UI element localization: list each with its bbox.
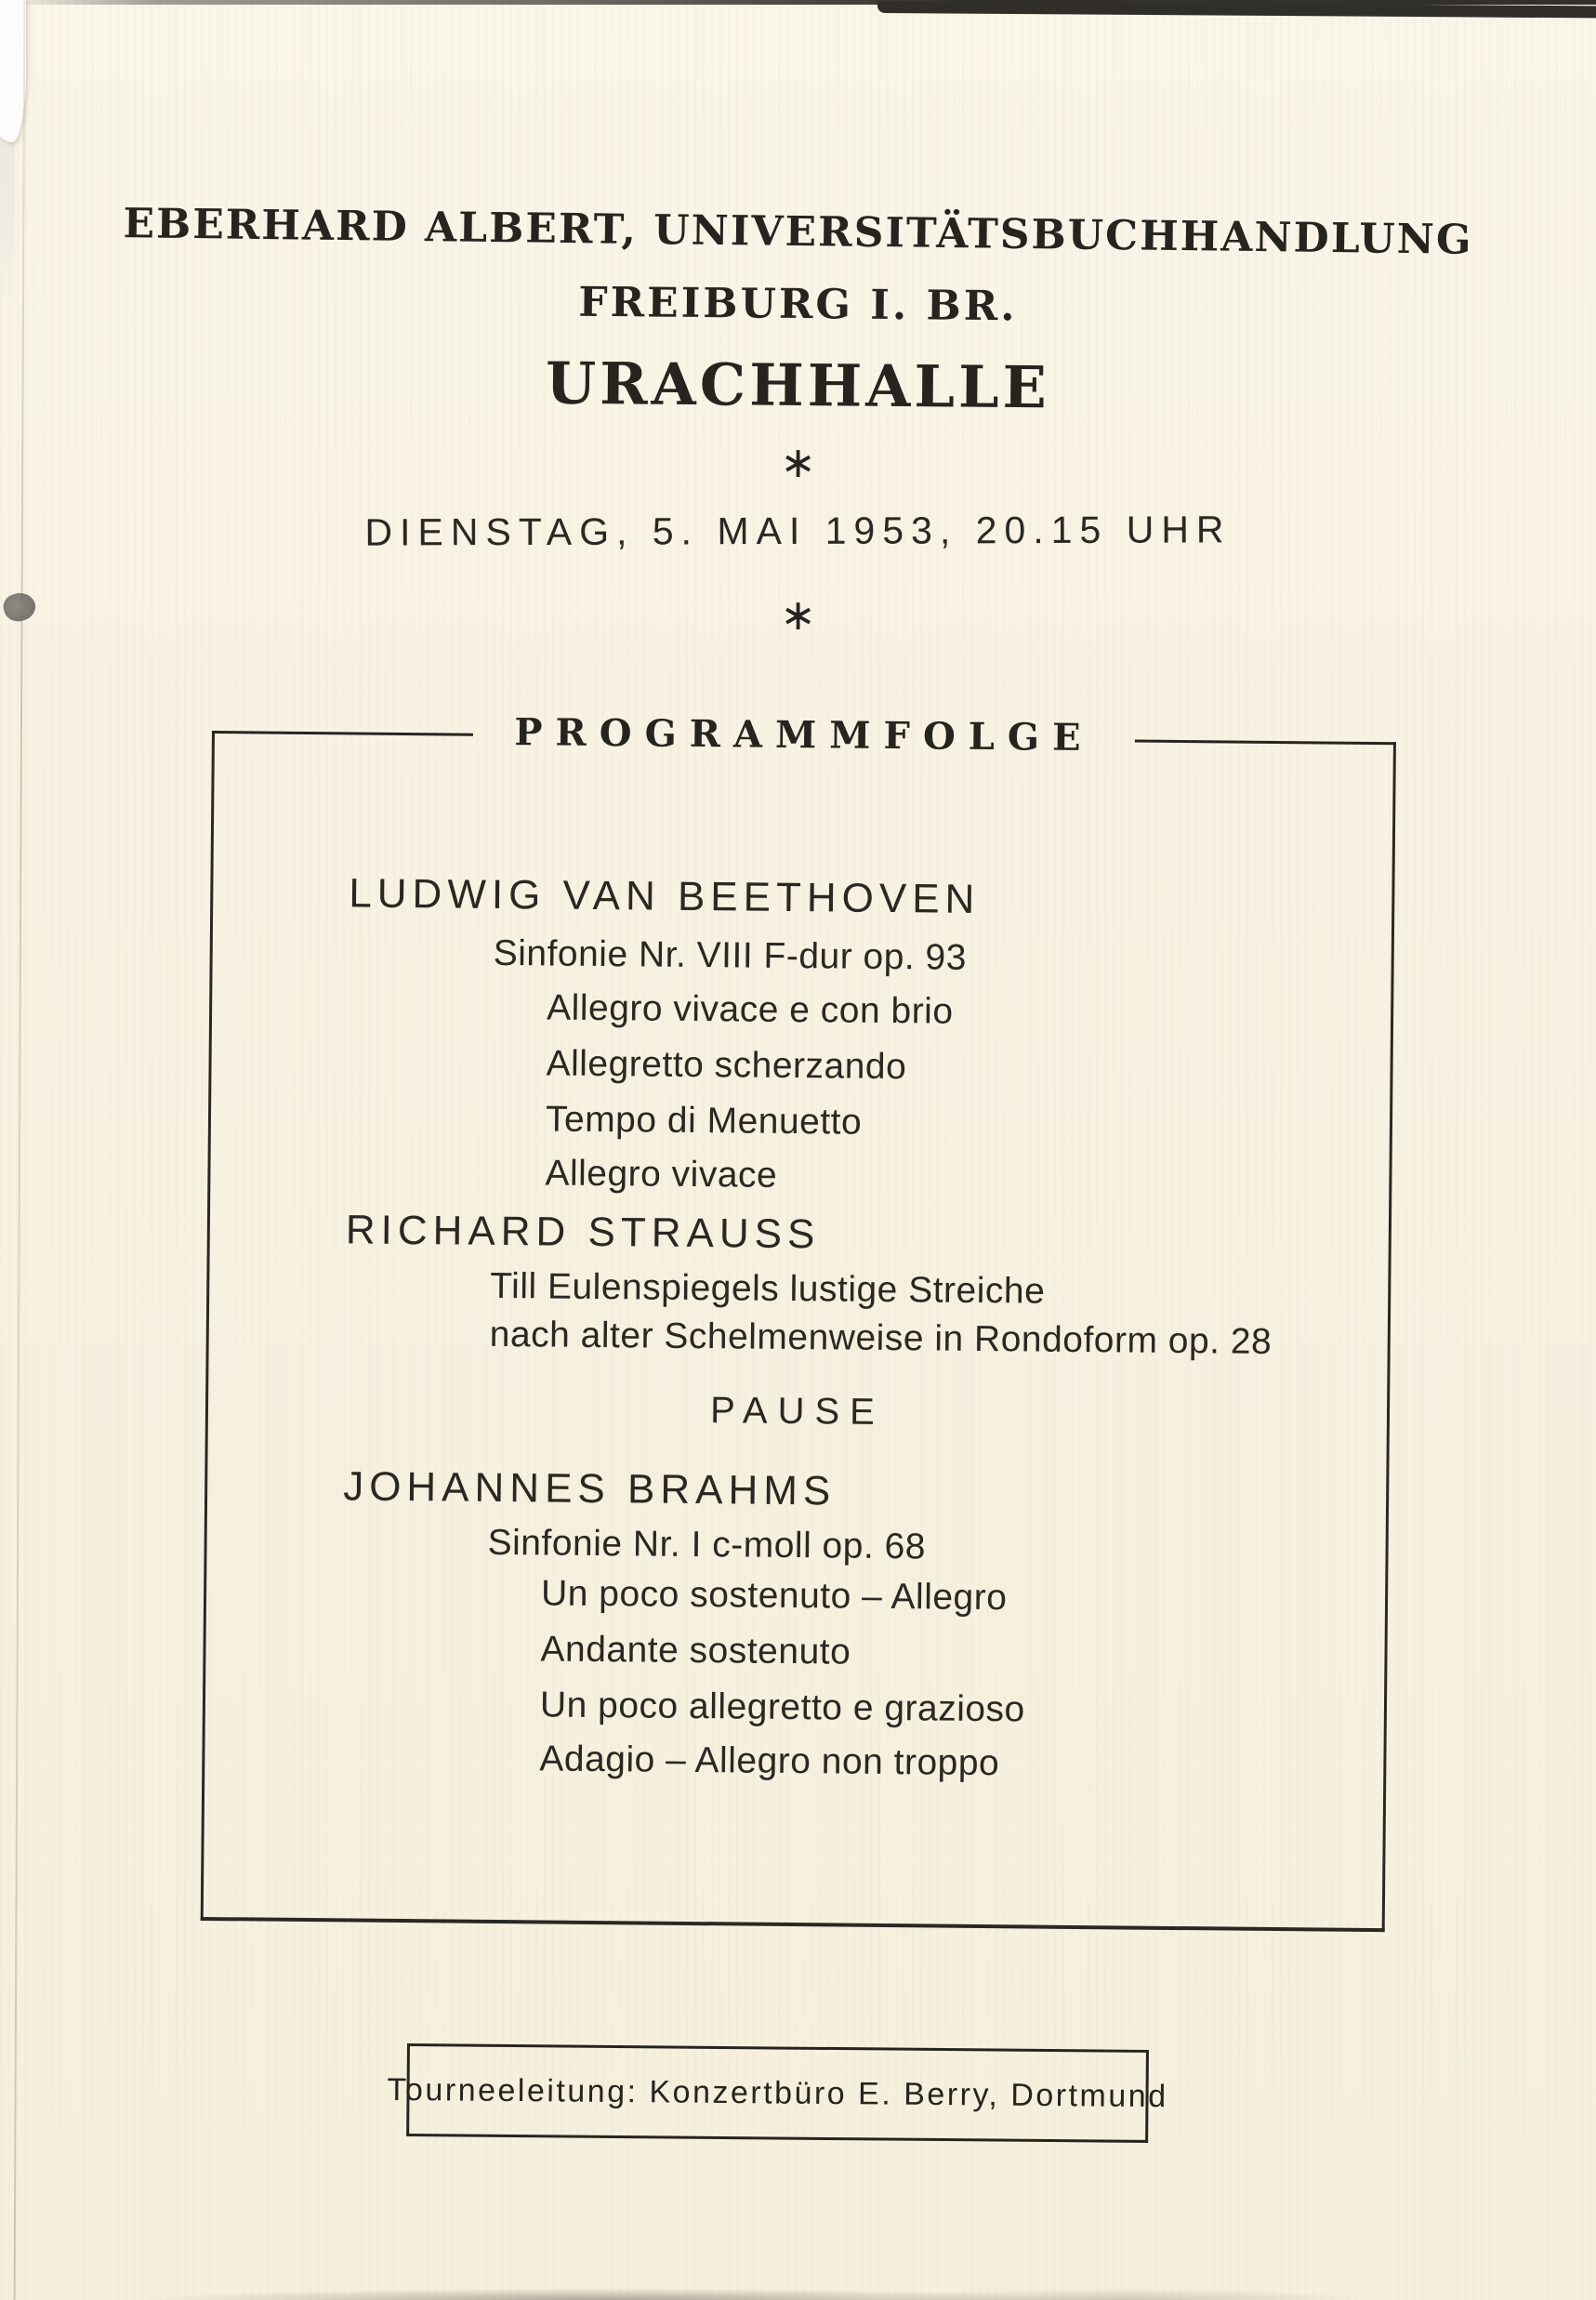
paper-corner-tear — [0, 0, 26, 142]
venue-name: URACHHALLE — [545, 349, 1051, 422]
work-title-strauss-line1: Till Eulenspiegels lustige Streiche — [490, 1265, 1046, 1312]
heading-rule-right — [1135, 740, 1396, 746]
movement: Andante sostenuto — [540, 1629, 851, 1672]
publisher-name: EBERHARD ALBERT, UNIVERSITÄTSBUCHHANDLUNG — [123, 200, 1473, 264]
publisher-city: FREIBURG I. BR. — [578, 278, 1018, 331]
pause-label: PAUSE — [709, 1390, 886, 1433]
event-datetime: DIENSTAG, 5. MAI 1953, 20.15 UHR — [364, 508, 1232, 554]
composer-brahms: JOHANNES BRAHMS — [342, 1463, 837, 1514]
movement: Tempo di Menuetto — [545, 1099, 863, 1143]
movement: Allegretto scherzando — [546, 1043, 907, 1088]
work-title-brahms: Sinfonie Nr. I c-moll op. 68 — [487, 1522, 927, 1567]
scan-edge-bottom — [0, 2283, 1596, 2300]
work-title-beethoven: Sinfonie Nr. VIII F-dur op. 93 — [493, 932, 968, 978]
program-heading-row — [212, 710, 1396, 765]
tour-management-text: Tourneeleitung: Konzertbüro E. Berry, Dortmund — [387, 2071, 1168, 2114]
work-title-strauss-line2: nach alter Schelmenweise in Rondoform op. 28 — [489, 1314, 1273, 1362]
program-heading: PROGRAMMFOLGE — [514, 710, 1094, 760]
tour-management-box — [387, 2043, 1168, 2143]
program-box — [201, 710, 1396, 1932]
heading-rule-left — [212, 731, 473, 736]
movement: Allegro vivace — [545, 1153, 778, 1196]
movement: Allegro vivace e con brio — [546, 987, 954, 1032]
movement: Un poco allegretto e grazioso — [539, 1685, 1025, 1730]
composer-strauss: RICHARD STRAUSS — [345, 1207, 821, 1258]
movement: Un poco sostenuto – Allegro — [540, 1573, 1008, 1619]
movement: Adagio – Allegro non troppo — [539, 1738, 1000, 1784]
asterisk-separator-top: ∗ — [780, 437, 816, 487]
asterisk-separator-bottom: ∗ — [780, 589, 816, 640]
composer-beethoven: LUDWIG VAN BEETHOVEN — [349, 870, 981, 922]
